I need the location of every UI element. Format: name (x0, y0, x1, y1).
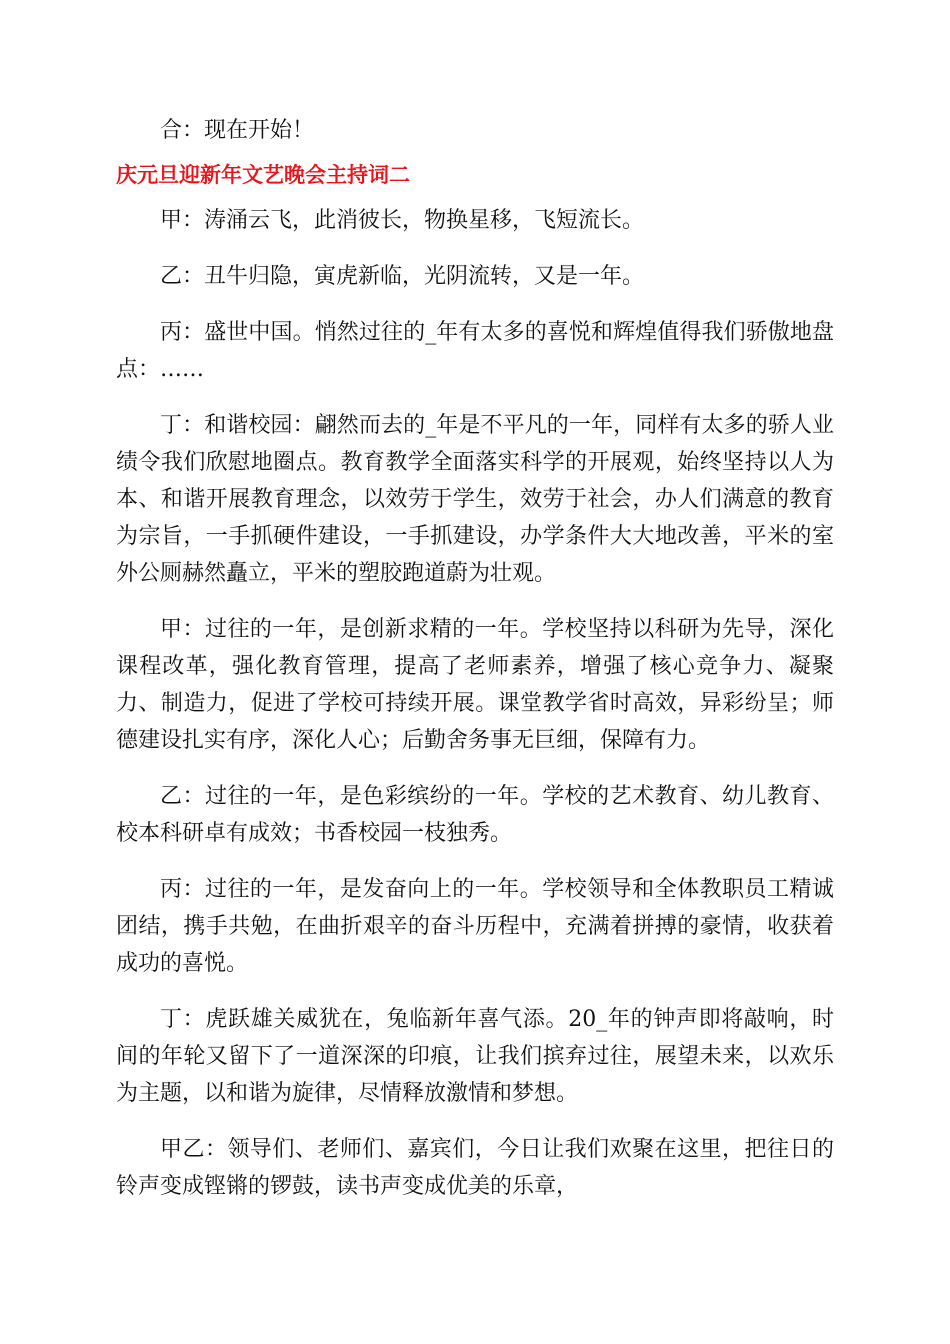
document-body (116, 112, 834, 1224)
opening-line: 合：现在开始！ (160, 118, 315, 143)
section-title: 庆元旦迎新年文艺晚会主持词二 (116, 163, 410, 187)
paragraph-4: 丁：和谐校园：翩然而去的_年是不平凡的一年，同样有太多的骄人业绩令我们欣慰地圈点。教育教学全面落实科学的开展观，始终坚持以人为本、和谐开展教育理念，以效劳于学生，效劳于社会，办人们满意的教育为宗旨，一手抓硬件建设，一手抓建设，办学条件大大地改善，平米的室外公厕赫然矗立，平米的塑胶跑道蔚为壮观。 (116, 413, 834, 586)
paragraph-9: 甲乙：领导们、老师们、嘉宾们，今日让我们欢聚在这里，把往日的铃声变成铿锵的锣鼓，读书声变成优美的乐章， (116, 1137, 834, 1199)
paragraph-3: 丙：盛世中国。悄然过往的_年有太多的喜悦和辉煌值得我们骄傲地盘点：…… (116, 320, 834, 382)
paragraph-5: 甲：过往的一年，是创新求精的一年。学校坚持以科研为先导，深化课程改革，强化教育管理，提高了老师素养，增强了核心竞争力、凝聚力、制造力，促进了学校可持续开展。课堂教学省时高效，异彩纷呈；师德建设扎实有序，深化人心；后勤舍务事无巨细，保障有力。 (116, 617, 834, 753)
paragraph-7: 丙：过往的一年，是发奋向上的一年。学校领导和全体教职员工精诚团结，携手共勉，在曲折艰辛的奋斗历程中，充满着拼搏的豪情，收获着成功的喜悦。 (116, 877, 834, 976)
paragraph-8: 丁：虎跃雄关威犹在，兔临新年喜气添。20_年的钟声即将敲响，时间的年轮又留下了一道深深的印痕，让我们摈弃过往，展望未来，以欢乐为主题，以和谐为旋律，尽情释放激情和梦想。 (116, 1007, 834, 1106)
paragraph-2: 乙：丑牛归隐，寅虎新临，光阴流转，又是一年。 (160, 264, 645, 289)
paragraph-6: 乙：过往的一年，是色彩缤纷的一年。学校的艺术教育、幼儿教育、校本科研卓有成效；书香校园一枝独秀。 (116, 784, 834, 846)
paragraph-1: 甲：涛涌云飞，此消彼长，物换星移，飞短流长。 (160, 208, 645, 233)
